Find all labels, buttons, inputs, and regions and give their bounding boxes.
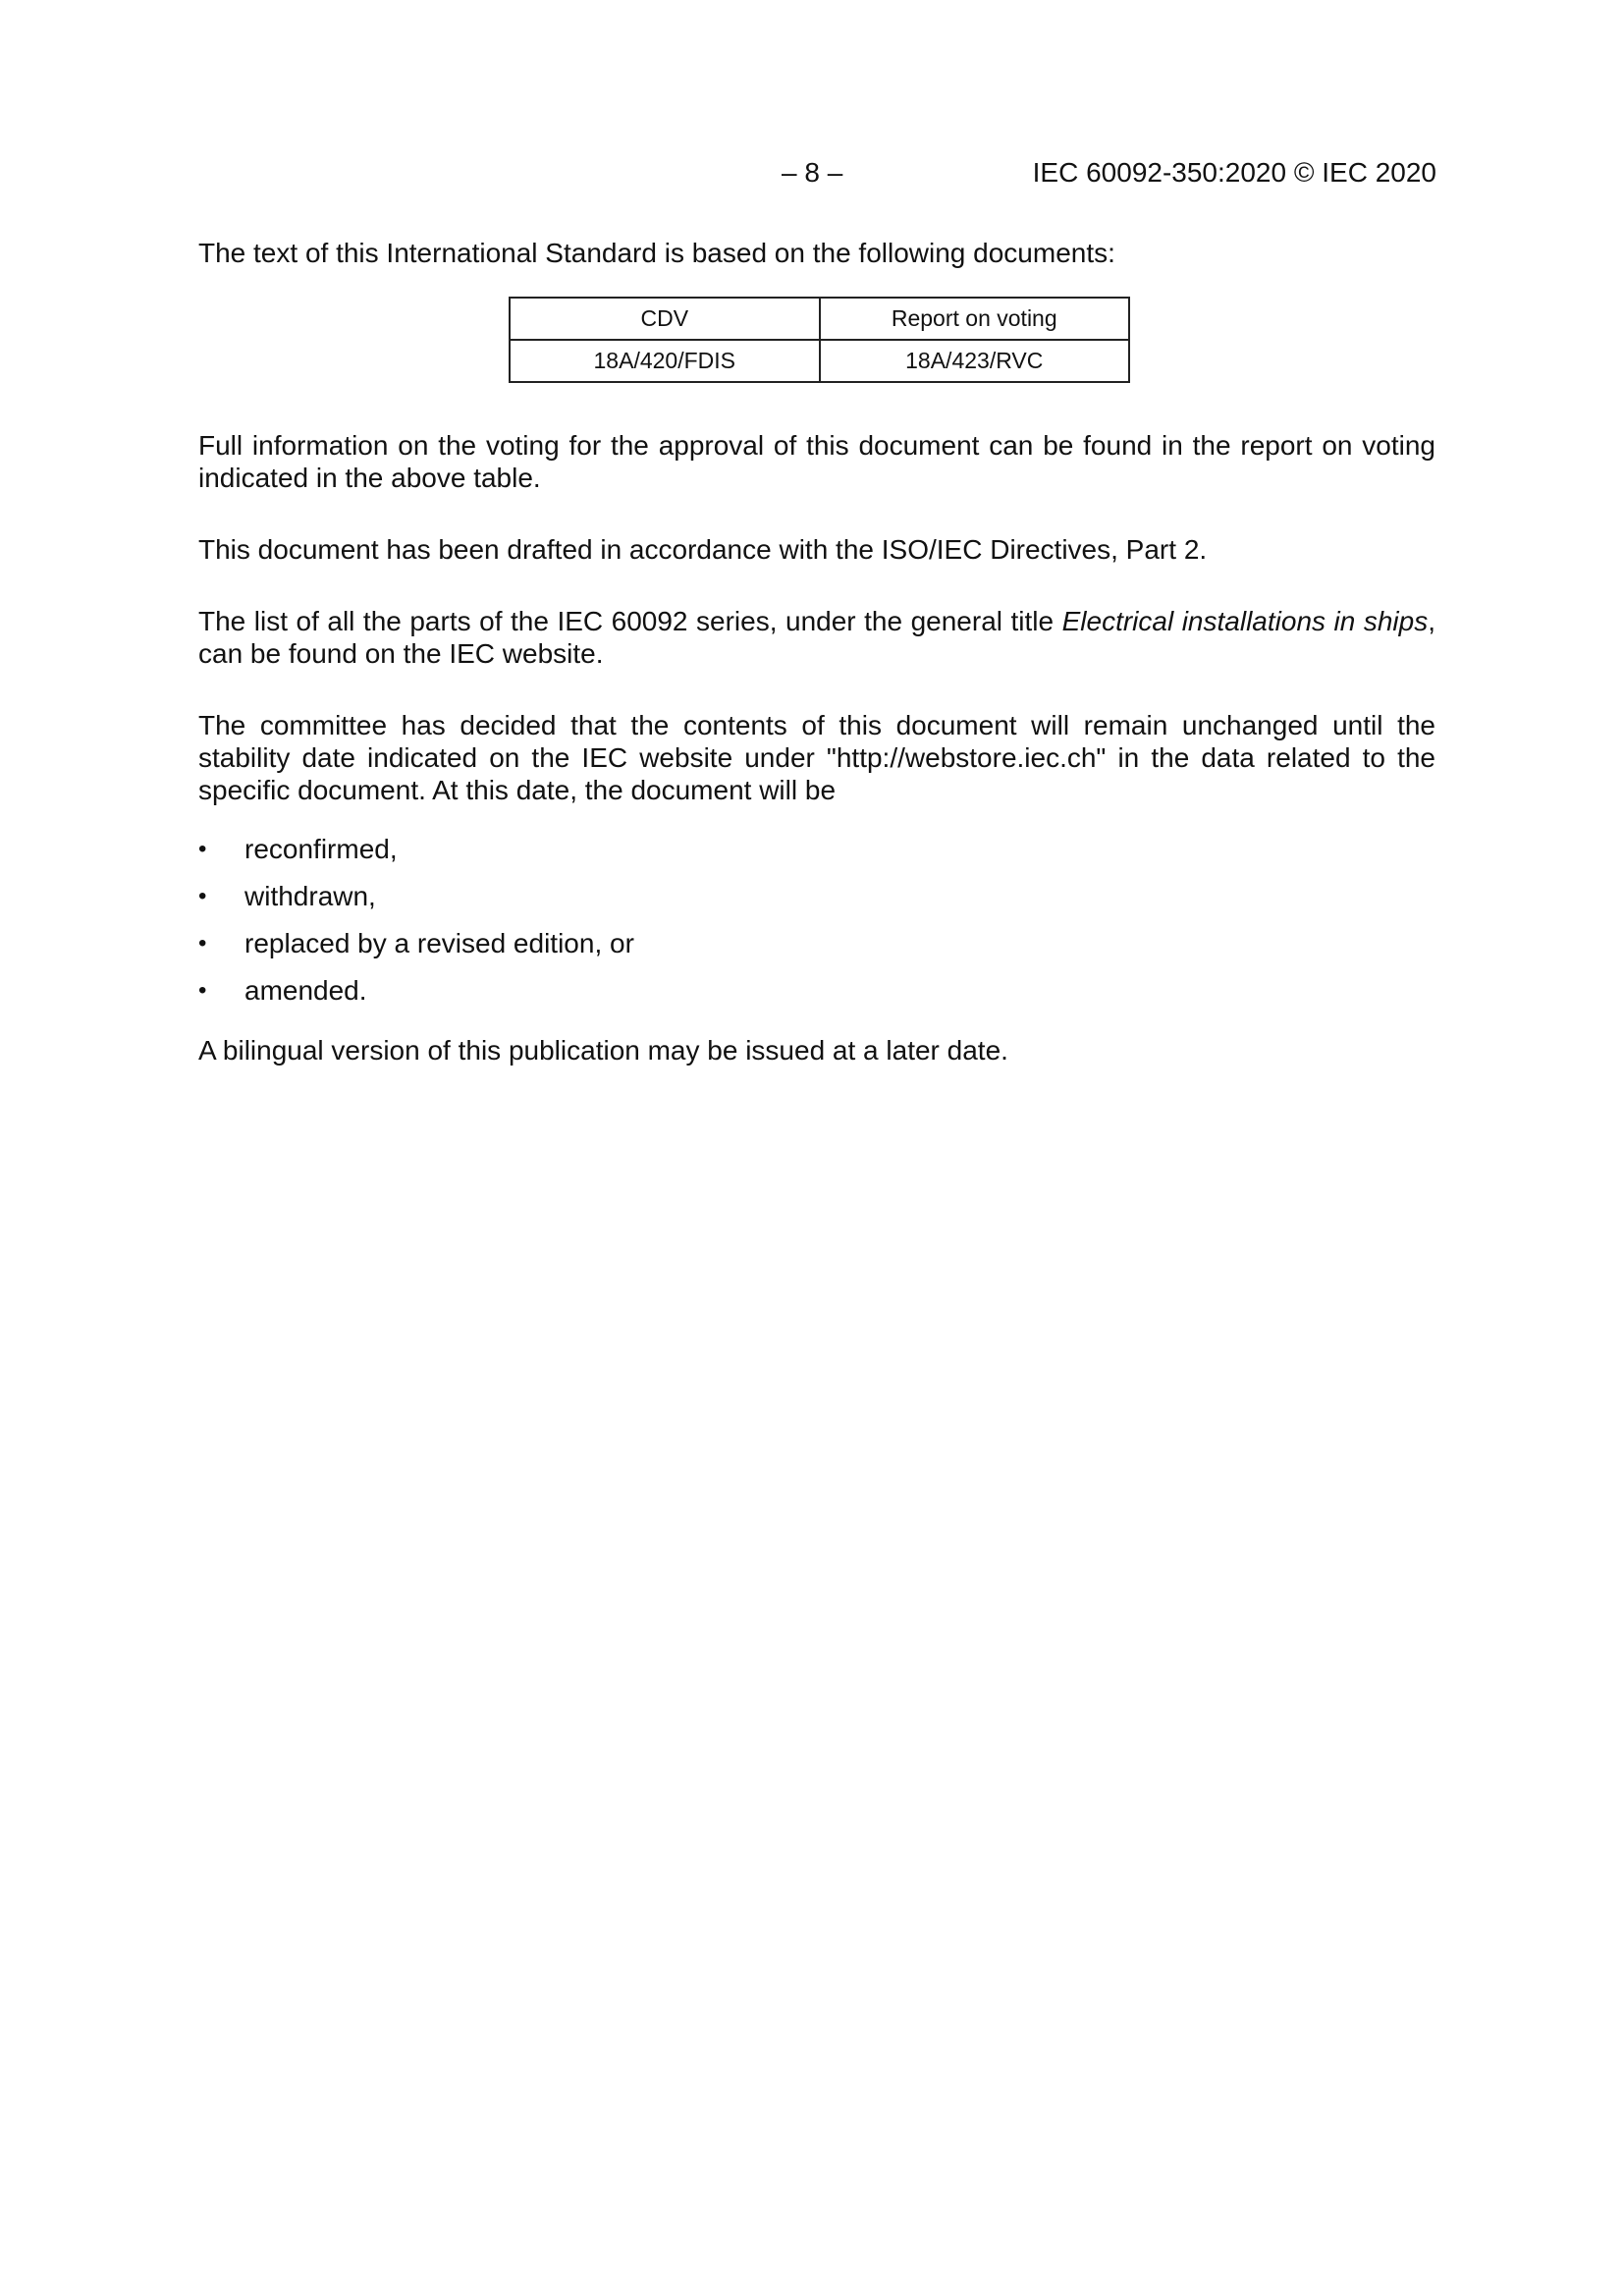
list-item-text: reconfirmed, [244,834,398,864]
table-row [510,340,1129,382]
table-header-report-on-voting: Report on voting [820,298,1130,340]
series-list-text-after: , can be found on the IEC website. [198,606,1435,669]
list-item [198,974,1435,1021]
page-number: – 8 – [782,157,843,188]
voting-documents-table [509,297,1130,383]
list-item [198,880,1435,927]
series-list-text-before: The list of all the parts of the IEC 60092 series, under the general title [198,606,1062,636]
document-reference: IEC 60092-350:2020 © IEC 2020 [1032,157,1436,188]
series-list-paragraph [198,605,1435,670]
drafted-paragraph: This document has been drafted in accordance with the ISO/IEC Directives, Part 2. [198,534,1208,565]
bilingual-paragraph: A bilingual version of this publication may be issued at a later date. [198,1035,1008,1066]
bullet-icon: • [198,930,207,957]
list-item [198,833,1435,880]
bullet-icon: • [198,883,207,909]
table-header-cdv: CDV [510,298,820,340]
committee-paragraph: The committee has decided that the contents of this document will remain unchanged until the stability date indicated on the IEC website under "http://webstore.iec.ch" in the data related to the specific document. At this date, the document will be [198,710,1435,805]
table-cell-cdv-value: 18A/420/FDIS [510,340,820,382]
list-item-text: replaced by a revised edition, or [244,928,634,958]
full-information-paragraph: Full information on the voting for the approval of this document can be found in the report on voting indicated in the above table. [198,430,1435,493]
bullet-icon: • [198,977,207,1004]
bullet-icon: • [198,836,207,862]
page-header [0,157,1623,196]
table-header-row [510,298,1129,340]
table-cell-report-value: 18A/423/RVC [820,340,1130,382]
list-item-text: amended. [244,975,367,1006]
series-general-title: Electrical installations in ships [1061,606,1429,636]
outcome-list [198,833,1435,1021]
list-item-text: withdrawn, [244,881,376,911]
intro-paragraph: The text of this International Standard is based on the following documents: [198,238,1115,268]
list-item [198,927,1435,974]
